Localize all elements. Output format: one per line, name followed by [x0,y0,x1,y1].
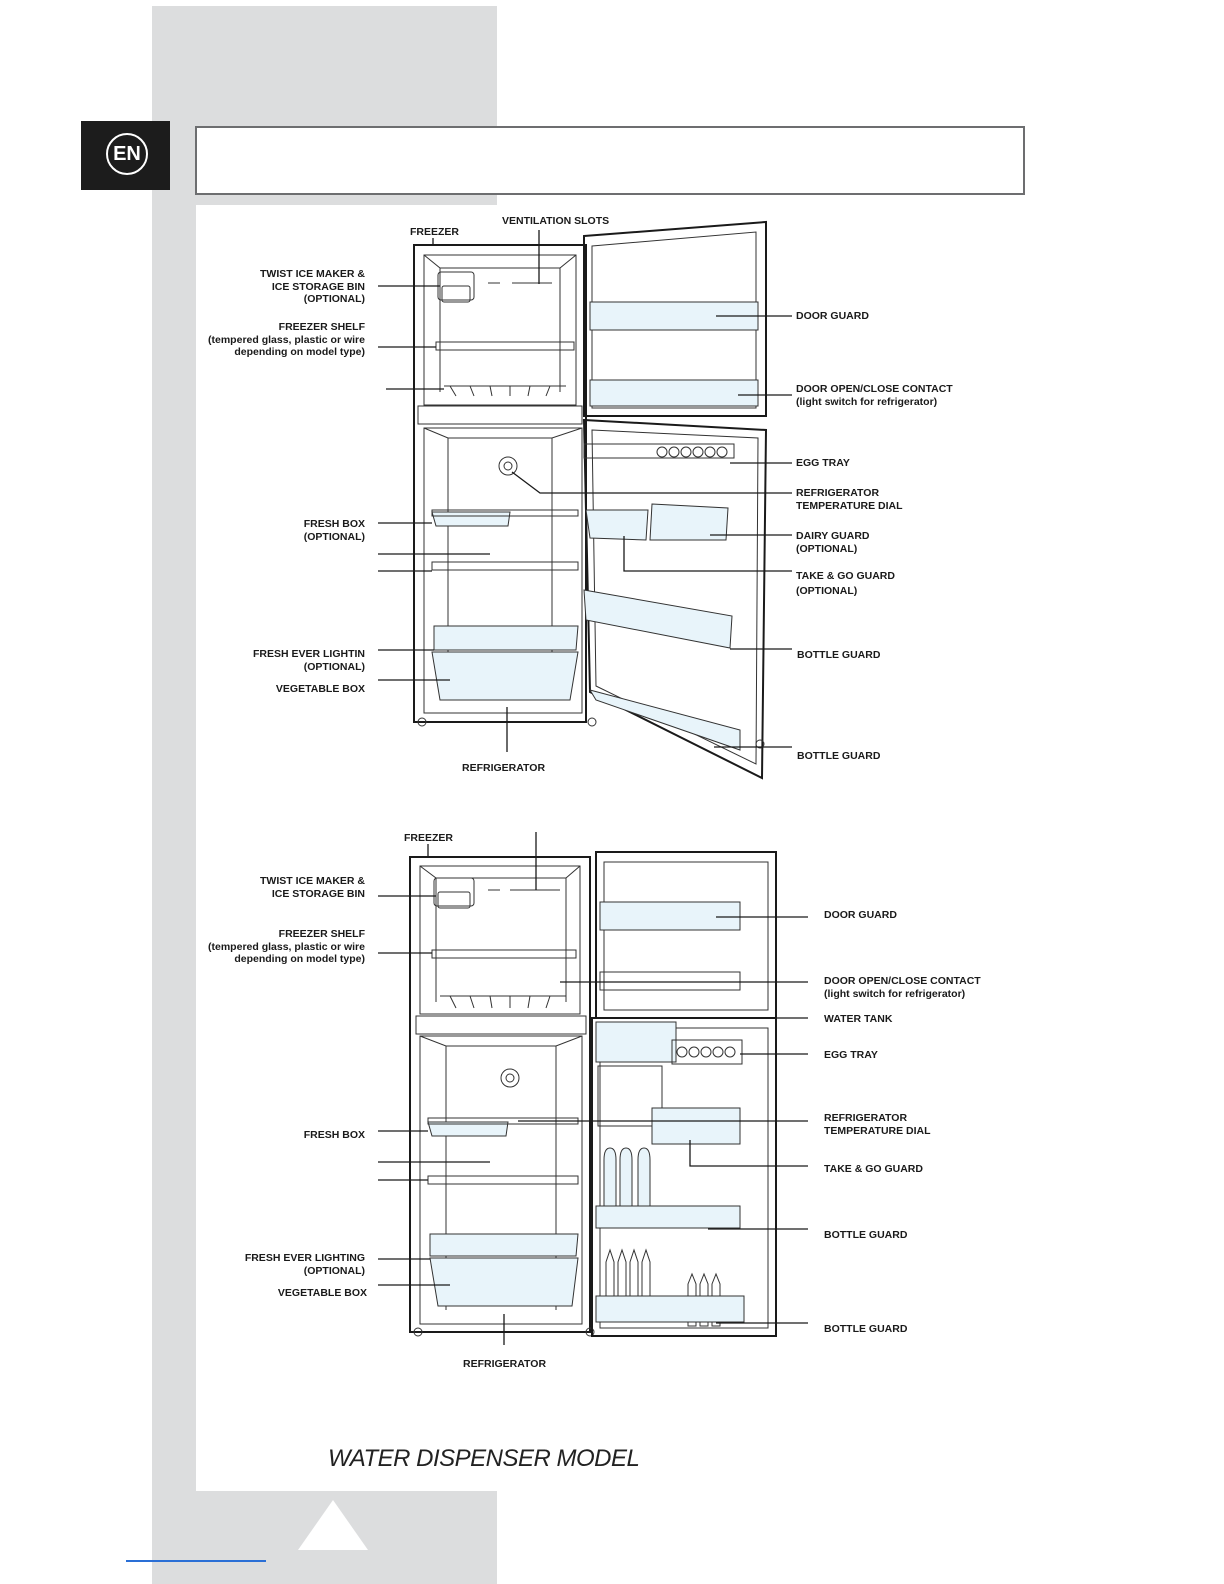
water-tank [596,1022,676,1062]
label-fresh-ever-lighting: FRESH EVER LIGHTIN (OPTIONAL) [252,648,365,673]
label-take-go-guard: TAKE & GO GUARD (OPTIONAL) [796,570,895,597]
label-fresh-box-2: FRESH BOX [303,1129,365,1141]
freezer-compartment [424,255,576,405]
fridge-shelf [432,562,578,570]
label-freezer-shelf: FREEZER SHELF (tempered glass, plastic or wire depending on model type) [208,321,365,358]
bottle-guard-upper [584,590,732,648]
label-refrigerator-2: REFRIGERATOR [463,1358,547,1370]
take-go-guard-2 [652,1108,740,1144]
label-door-open-close-2: DOOR OPEN/CLOSE CONTACT (light switch for refrigerator) [824,975,981,1000]
freezer-door-2 [596,852,776,1018]
freezer-divider [418,406,582,424]
label-fresh-box: FRESH BOX (OPTIONAL) [303,518,365,543]
label-dairy-guard: DAIRY GUARD (OPTIONAL) [796,530,870,555]
page-marker-triangle [298,1500,368,1550]
temperature-dial [499,457,517,475]
label-freezer: FREEZER [410,226,460,238]
label-bottle-guard-1: BOTTLE GUARD [797,649,881,661]
label-water-tank: WATER TANK [824,1013,893,1025]
label-freezer-shelf-2: FREEZER SHELF (tempered glass, plastic or wire depending on model type) [208,928,365,965]
label-refrigerator: REFRIGERATOR [462,762,546,774]
label-door-open-close: DOOR OPEN/CLOSE CONTACT (light switch for refrigerator) [796,383,953,408]
vegetable-box-2 [430,1258,578,1306]
door-guard-2 [600,902,740,930]
caption-water-dispenser-model: WATER DISPENSER MODEL [328,1445,640,1472]
label-take-go-guard-2: TAKE & GO GUARD [824,1163,923,1175]
label-bottle-guard-2a: BOTTLE GUARD [824,1229,908,1241]
label-egg-tray: EGG TRAY [796,457,850,469]
label-temperature-dial-2: REFRIGERATOR TEMPERATURE DIAL [824,1112,931,1137]
fresh-ever-lighting-cover [434,626,578,650]
label-fresh-ever-lighting-2: FRESH EVER LIGHTING (OPTIONAL) [244,1252,365,1277]
label-egg-tray-2: EGG TRAY [824,1049,878,1061]
label-freezer-2: FREEZER [404,832,454,844]
label-vegetable-box-2: VEGETABLE BOX [277,1287,367,1299]
label-twist-ice-maker-2: TWIST ICE MAKER & ICE STORAGE BIN [260,875,365,900]
label-door-guard: DOOR GUARD [796,310,869,322]
label-ventilation-slots: VENTILATION SLOTS [502,215,610,227]
footer-link-underline [126,1560,266,1562]
fresh-box [432,512,510,526]
label-bottle-guard-2: BOTTLE GUARD [797,750,881,762]
label-door-guard-2: DOOR GUARD [824,909,897,921]
vegetable-box [432,652,578,700]
label-temperature-dial: REFRIGERATOR TEMPERATURE DIAL [796,487,903,512]
freezer-shelf-2 [432,950,576,958]
language-badge-text: EN [106,133,148,175]
take-go-guard [586,510,648,540]
label-vegetable-box: VEGETABLE BOX [275,683,365,695]
freezer-compartment-2 [420,866,580,1014]
diagram-standard-model [378,222,792,778]
bottle-guard-2a [596,1206,740,1228]
bottle-guard-2b [596,1296,744,1322]
label-twist-ice-maker: TWIST ICE MAKER & ICE STORAGE BIN (OPTIONAL) [260,268,365,305]
diagram-water-dispenser-model [378,832,808,1345]
bottle-guard-lower [590,690,740,750]
egg-tray-2 [672,1040,742,1064]
label-bottle-guard-2b: BOTTLE GUARD [824,1323,908,1335]
freezer-shelf [436,342,574,350]
